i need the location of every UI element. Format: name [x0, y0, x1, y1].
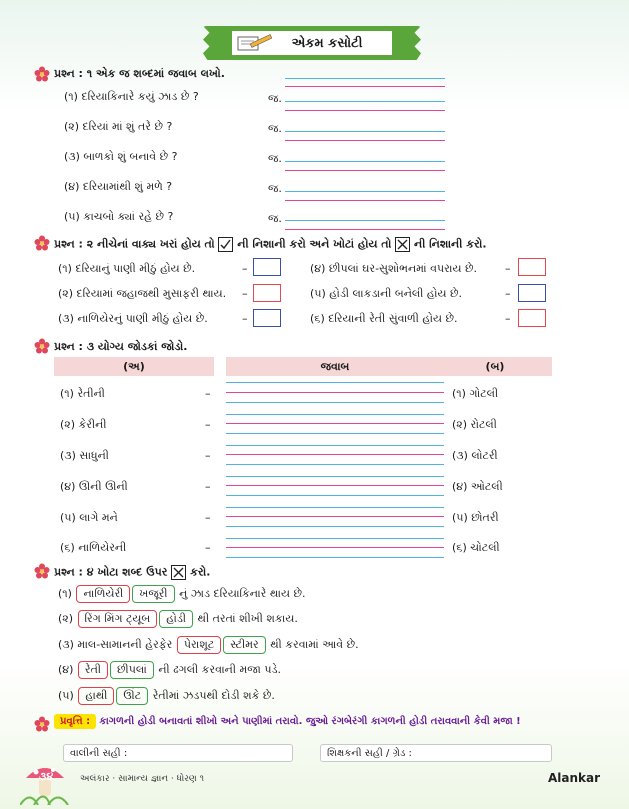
q2-statement: (૨) દરિયામાં જહાજથી મુસાફરી થાય. [58, 287, 227, 300]
dash: – [242, 262, 248, 275]
word-option[interactable]: હોડી [159, 610, 193, 628]
word-option[interactable]: છીપલાં [110, 661, 154, 679]
answer-line[interactable] [226, 392, 444, 393]
answer-box[interactable] [518, 284, 546, 302]
dash: – [505, 287, 511, 300]
answer-line[interactable] [226, 433, 444, 434]
flower-bullet-icon [34, 338, 50, 354]
q3-heading: પ્રશ્ન : ૩ યોગ્ય જોડકાં જોડો. [54, 340, 188, 353]
answer-line[interactable] [226, 476, 444, 477]
answer-line[interactable] [285, 110, 445, 111]
q1-item: (૩) બાળકો શું બનાવે છે ? [64, 150, 178, 163]
answer-line[interactable] [226, 382, 444, 383]
answer-line[interactable] [226, 414, 444, 415]
answer-box[interactable] [253, 284, 281, 302]
answer-line[interactable] [285, 131, 445, 132]
activity-label: પ્રવૃત્તિ : [54, 714, 96, 729]
match-a-item: (૫) લાગે મને [60, 511, 118, 524]
answer-line[interactable] [226, 495, 444, 496]
parent-signature-field[interactable]: વાલીની સહી : [63, 744, 293, 762]
q2-statement: (૩) નાળિયેરનું પાણી મીઠું હોય છે. [58, 312, 208, 325]
word-option[interactable]: રેતી [78, 661, 108, 679]
ja-label: જ. [268, 182, 282, 195]
q2-statement: (૬) દરિયાની રેતી સુંવાળી હોય છે. [310, 312, 458, 325]
q4-row: (૫) હાથી ઊંટ રેતીમાં ઝડપથી દોડી શકે છે. [58, 687, 275, 705]
cross-box-icon [171, 565, 186, 580]
cross-box-icon [395, 237, 410, 252]
activity-text: કાગળની હોડી બનાવતાં શીખો અને પાણીમાં તરાવો. જુઓ રંગબેરંગી કાગળની હોડી તરાવવાની કેવી મજા ! [99, 716, 521, 727]
answer-line[interactable] [285, 220, 445, 221]
page-title: એકમ કસોટી [232, 31, 392, 55]
answer-line[interactable] [226, 485, 444, 486]
answer-line[interactable] [285, 78, 445, 79]
match-a-item: (૨) કેરીની [60, 418, 107, 431]
dash: – [242, 287, 248, 300]
q4-row: (૧) નાળિયેરી ખજૂરી નું ઝાડ દરિયાકિનારે થાય છે. [58, 585, 305, 603]
match-b-item: (૨) રોટલી [452, 418, 497, 431]
answer-line[interactable] [226, 526, 444, 527]
q4-row: (૩) માલ-સામાનની હેરફેર પેરાશૂટ સ્ટીમર થી કરવામાં આવે છે. [58, 636, 359, 654]
dash: – [205, 418, 211, 431]
answer-line[interactable] [226, 516, 444, 517]
word-option[interactable]: ઊંટ [116, 687, 148, 705]
answer-box[interactable] [253, 309, 281, 327]
word-option[interactable]: સ્ટીમર [223, 636, 265, 654]
q2-heading: પ્રશ્ન : ૨ નીચેનાં વાક્ય ખરાં હોય તો ની નિશાની કરો અને ખોટાં હોય તો ની નિશાની કરો. [54, 237, 487, 251]
answer-line[interactable] [226, 464, 444, 465]
q1-item: (૨) દરિયાં માં શું તરે છે ? [64, 120, 173, 133]
answer-line[interactable] [285, 86, 445, 87]
q1-heading: પ્રશ્ન : ૧ એક જ શબ્દમાં જવાબ લખો. [54, 67, 225, 80]
activity [54, 716, 521, 727]
answer-line[interactable] [285, 229, 445, 230]
q4-row: (૨) રિંગ મિંગ ટ્યૂબ હોડી થી તરતાં શીખી શકાય. [58, 610, 298, 628]
match-a-item: (૩) સાધુની [60, 449, 109, 462]
checkmark-box-icon [218, 237, 233, 252]
flower-bullet-icon [34, 235, 50, 251]
flower-bullet-icon [34, 716, 50, 732]
ja-label: જ. [268, 92, 282, 105]
answer-line[interactable] [226, 557, 444, 558]
answer-line[interactable] [285, 101, 445, 102]
column-a-header: (અ) [54, 357, 214, 376]
answer-line[interactable] [285, 200, 445, 201]
answer-line[interactable] [285, 161, 445, 162]
match-b-item: (૧) ગોટલી [452, 387, 499, 400]
match-b-item: (૫) છોતરી [452, 511, 499, 524]
page-number: ૩૪ [39, 770, 54, 783]
answer-line[interactable] [226, 445, 444, 446]
answer-line[interactable] [285, 170, 445, 171]
dash: – [505, 312, 511, 325]
match-a-item: (૬) નાળિયેરની [60, 541, 127, 554]
answer-line[interactable] [226, 402, 444, 403]
dash: – [242, 312, 248, 325]
dash: – [505, 262, 511, 275]
q2-statement: (૧) દરિયાનું પાણી મીઠું હોય છે. [58, 262, 196, 275]
word-option[interactable]: રિંગ મિંગ ટ્યૂબ [78, 610, 158, 628]
q2-statement: (૫) હોડી લાકડાની બનેલી હોય છે. [310, 287, 462, 300]
dash: – [205, 541, 211, 554]
flower-bullet-icon [34, 66, 50, 82]
match-a-item: (૧) રેતીની [60, 387, 105, 400]
dash: – [205, 511, 211, 524]
q1-item: (૫) કાચબો ક્યાં રહે છે ? [64, 210, 174, 223]
match-b-item: (૪) ઓટલી [452, 480, 503, 493]
match-a-item: (૪) ઊની ઊની [60, 480, 128, 493]
answer-line[interactable] [226, 507, 444, 508]
answer-line[interactable] [226, 454, 444, 455]
answer-box[interactable] [253, 258, 281, 276]
column-answer-header: જવાબ [226, 357, 444, 376]
q1-item: (૧) દરિયાકિનારે કયું ઝાડ છે ? [64, 90, 199, 103]
answer-line[interactable] [285, 191, 445, 192]
q1-item: (૪) દરિયામાંથી શું મળે ? [64, 180, 173, 193]
footer-text: અલંકાર · સામાન્ય જ્ઞાન · ધોરણ ૧ [80, 774, 205, 784]
match-b-item: (૬) ચોટલી [452, 541, 500, 554]
q4-heading: પ્રશ્ન : ૪ ખોટા શબ્દ ઉપર કરો. [54, 565, 211, 579]
teacher-signature-field[interactable]: શિક્ષકની સહી / ગ્રેડ : [320, 744, 552, 762]
word-option[interactable]: ખજૂરી [132, 585, 174, 603]
word-option[interactable]: પેરાશૂટ [177, 636, 221, 654]
answer-line[interactable] [285, 140, 445, 141]
word-option[interactable]: હાથી [78, 687, 114, 705]
answer-box[interactable] [518, 258, 546, 276]
ja-label: જ. [268, 212, 282, 225]
ja-label: જ. [268, 122, 282, 135]
answer-line[interactable] [226, 538, 444, 539]
dash: – [205, 387, 211, 400]
brand-logo: Alankar [548, 771, 601, 785]
flower-bullet-icon [34, 563, 50, 579]
dash: – [205, 480, 211, 493]
answer-box[interactable] [518, 309, 546, 327]
q2-statement: (૪) છીપલાં ઘર-સુશોભનમાં વપરાય છે. [310, 262, 478, 275]
match-b-item: (૩) લોટરી [452, 449, 498, 462]
answer-line[interactable] [226, 547, 444, 548]
q4-row: (૪) રેતી છીપલાં ની ઢગલી કરવાની મજા પડે. [58, 661, 281, 679]
word-option[interactable]: નાળિયેરી [76, 585, 130, 603]
answer-line[interactable] [226, 423, 444, 424]
ja-label: જ. [268, 152, 282, 165]
column-b-header: (બ) [438, 357, 552, 376]
pencil-paper-icon [236, 34, 276, 52]
dash: – [205, 449, 211, 462]
